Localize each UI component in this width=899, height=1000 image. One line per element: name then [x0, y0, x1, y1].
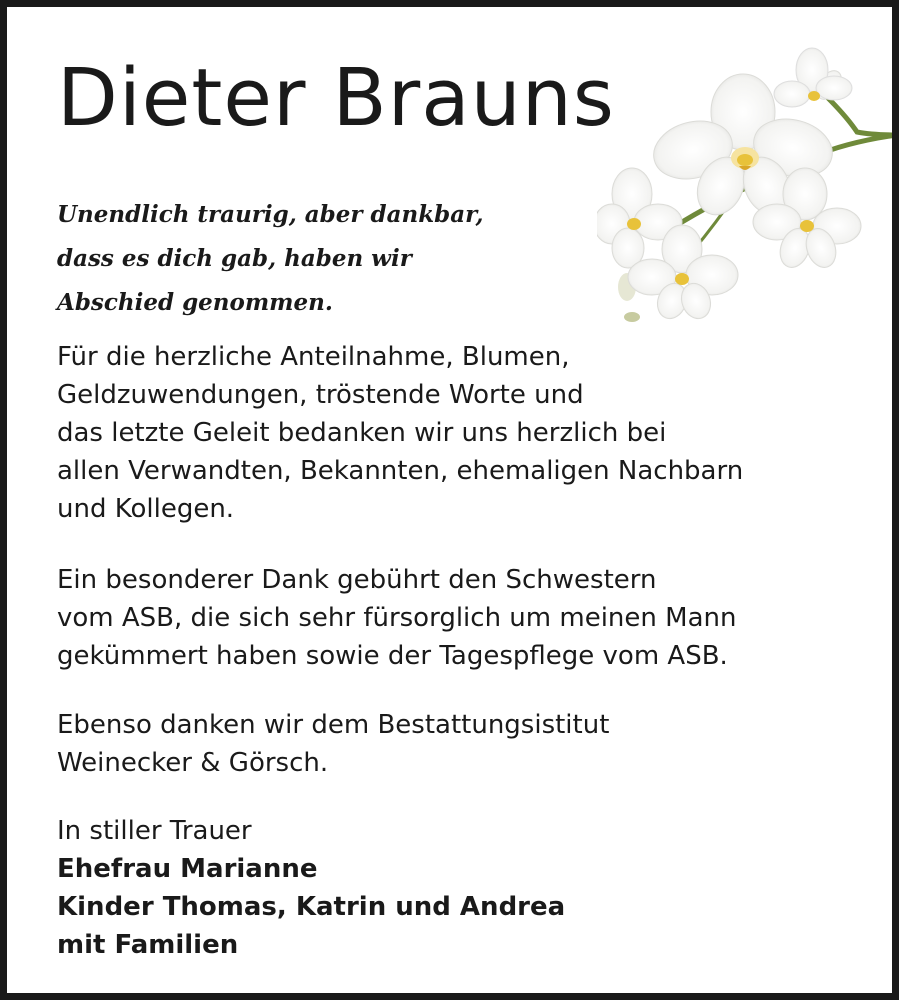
signature-intro: In stiller Trauer: [57, 816, 252, 846]
text-line: Für die herzliche Anteilnahme, Blumen,: [57, 342, 570, 372]
text-line: und Kollegen.: [57, 494, 235, 524]
memorial-verse: [57, 193, 484, 325]
orchid-image: [597, 47, 897, 332]
signature-line: Ehefrau Marianne: [57, 854, 318, 884]
text-line: Geldzuwendungen, tröstende Worte und: [57, 380, 584, 410]
text-line: Weinecker & Görsch.: [57, 748, 329, 778]
text-line: allen Verwandten, Bekannten, ehemaligen Nachbarn: [57, 456, 744, 486]
text-line: Ein besonderer Dank gebührt den Schwestern: [57, 565, 657, 595]
verse-line: Abschied genommen.: [57, 289, 333, 316]
signature-block: [57, 850, 565, 964]
thanks-paragraph-3: [57, 706, 609, 782]
signature-line: mit Familien: [57, 930, 239, 960]
signature-line: Kinder Thomas, Katrin und Andrea: [57, 892, 566, 922]
text-line: Ebenso danken wir dem Bestattungsistitut: [57, 710, 610, 740]
text-line: das letzte Geleit bedanken wir uns herzlich bei: [57, 418, 667, 448]
text-line: gekümmert haben sowie der Tagespflege vom ASB.: [57, 641, 728, 671]
text-line: vom ASB, die sich sehr fürsorglich um meinen Mann: [57, 603, 737, 633]
verse-line: Unendlich traurig, aber dankbar,: [57, 201, 484, 228]
verse-line: dass es dich gab, haben wir: [57, 245, 412, 272]
deceased-name: Dieter Brauns: [57, 52, 615, 144]
thanks-paragraph-2: [57, 561, 736, 675]
thanks-paragraph-1: [57, 338, 743, 528]
